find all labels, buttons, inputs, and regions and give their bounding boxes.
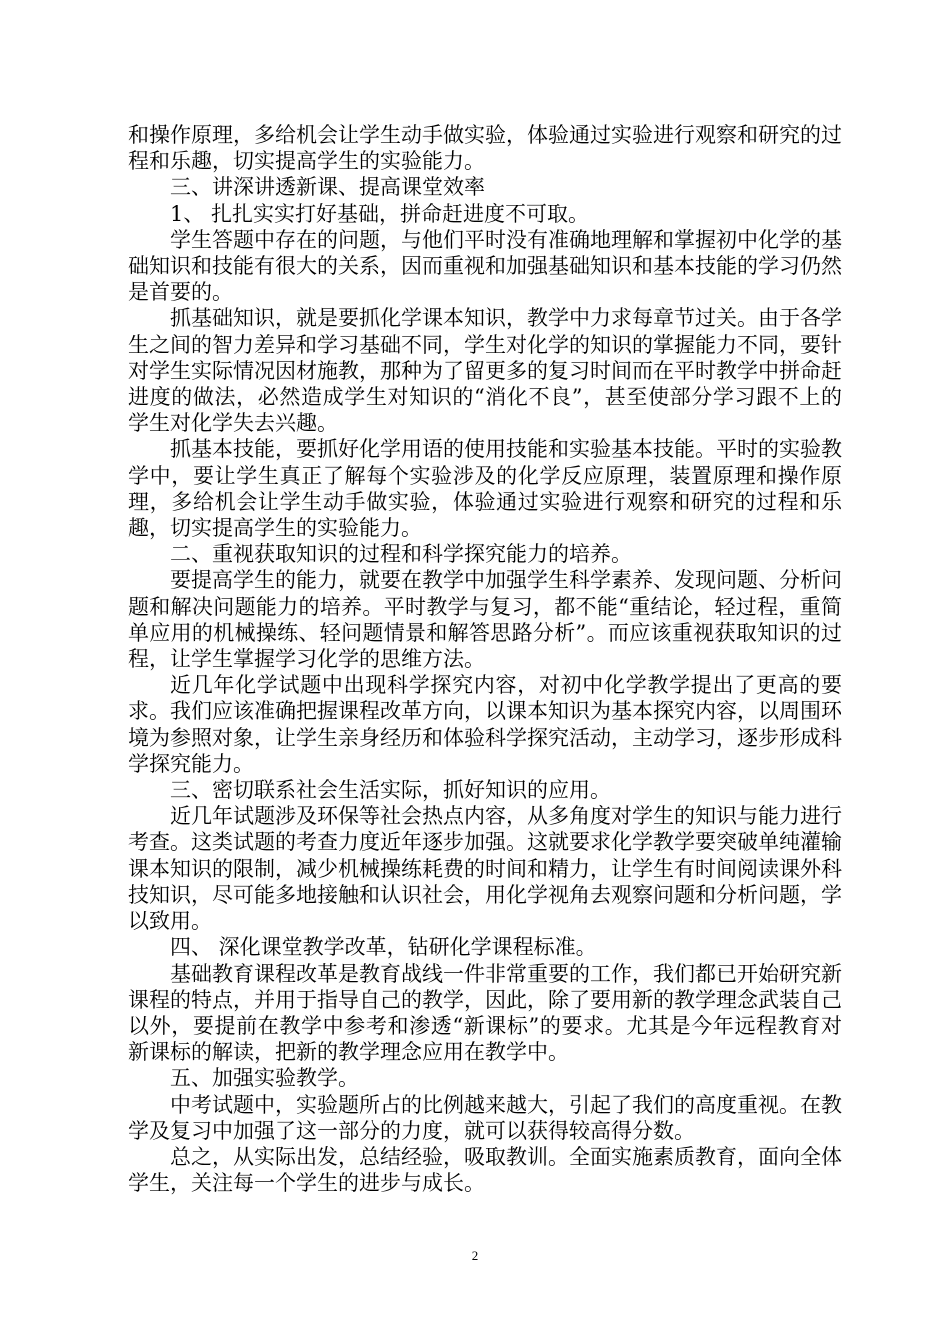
paragraph: 要提高学生的能力，就要在教学中加强学生科学素养、发现问题、分析问题和解决问题能力的培养。平时教学与复习，都不能“重结论，轻过程，重简单应用的机械操练、轻问题情景和解答思路分析”。而应该重视获取知识的过程，让学生掌握学习化学的思维方法。 [128,568,842,672]
heading-section-5: 五、加强实验教学。 [170,1066,359,1091]
paragraph-continuation: 和操作原理，多给机会让学生动手做实验，体验通过实验进行观察和研究的过程和乐趣，切实提高学生的实验能力。 [128,123,842,174]
heading-section-3: 三、讲深讲透新课、提高课堂效率 [170,175,485,200]
paragraph: 抓基本技能，要抓好化学用语的使用技能和实验基本技能。平时的实验教学中，要让学生真正了解每个实验涉及的化学反应原理，装置原理和操作原理，多给机会让学生动手做实验，体验通过实验进行观察和研究的过程和乐趣，切实提高学生的实验能力。 [128,437,842,541]
paragraph: 学生答题中存在的问题，与他们平时没有准确地理解和掌握初中化学的基础知识和技能有很大的关系，因而重视和加强基础知识和基本技能的学习仍然是首要的。 [128,227,842,305]
paragraph-conclusion: 总之，从实际出发，总结经验，吸取教训。全面实施素质教育，面向全体学生，关注每一个学生的进步与成长。 [128,1144,842,1196]
heading-section-4: 四、 深化课堂教学改革，钻研化学课程标准。 [170,935,597,960]
heading-section-3b: 三、密切联系社会生活实际，抓好知识的应用。 [170,778,611,803]
paragraph: 近几年试题涉及环保等社会热点内容，从多角度对学生的知识与能力进行考查。这类试题的考查力度近年逐步加强。这就要求化学教学要突破单纯灌输课本知识的限制，减少机械操练耗费的时间和精力，让学生有时间阅读课外科技知识，尽可能多地接触和认识社会，用化学视角去观察问题和分析问题，学以致用。 [128,804,842,934]
document-body [128,122,842,1196]
subheading-1: 1、 扎扎实实打好基础，拼命赶进度不可取。 [170,201,590,226]
paragraph: 近几年化学试题中出现科学探究内容，对初中化学教学提出了更高的要求。我们应该准确把握课程改革方向，以课本知识为基本探究内容，以周围环境为参照对象，让学生亲身经历和体验科学探究活动，主动学习，逐步形成科学探究能力。 [128,673,842,776]
page-number: 2 [471,1248,479,1263]
paragraph: 基础教育课程改革是教育战线一件非常重要的工作，我们都已开始研究新课程的特点，并用于指导自己的教学，因此，除了要用新的教学理念武装自己以外，要提前在教学中参考和渗透“新课标”的要求。尤其是今年远程教育对新课标的解读，把新的教学理念应用在教学中。 [128,961,842,1065]
paragraph: 中考试题中，实验题所占的比例越来越大，引起了我们的高度重视。在教学及复习中加强了这一部分的力度，就可以获得较高得分数。 [128,1092,842,1143]
heading-section-2: 二、重视获取知识的过程和科学探究能力的培养。 [170,542,632,567]
paragraph: 抓基础知识，就是要抓化学课本知识，教学中力求每章节过关。由于各学生之间的智力差异和学习基础不同，学生对化学的知识的掌握能力不同，要针对学生实际情况因材施教，那种为了留更多的复习时间而在平时教学中拼命赶进度的做法，必然造成学生对知识的“消化不良”，甚至使部分学习跟不上的学生对化学失去兴趣。 [128,306,842,436]
